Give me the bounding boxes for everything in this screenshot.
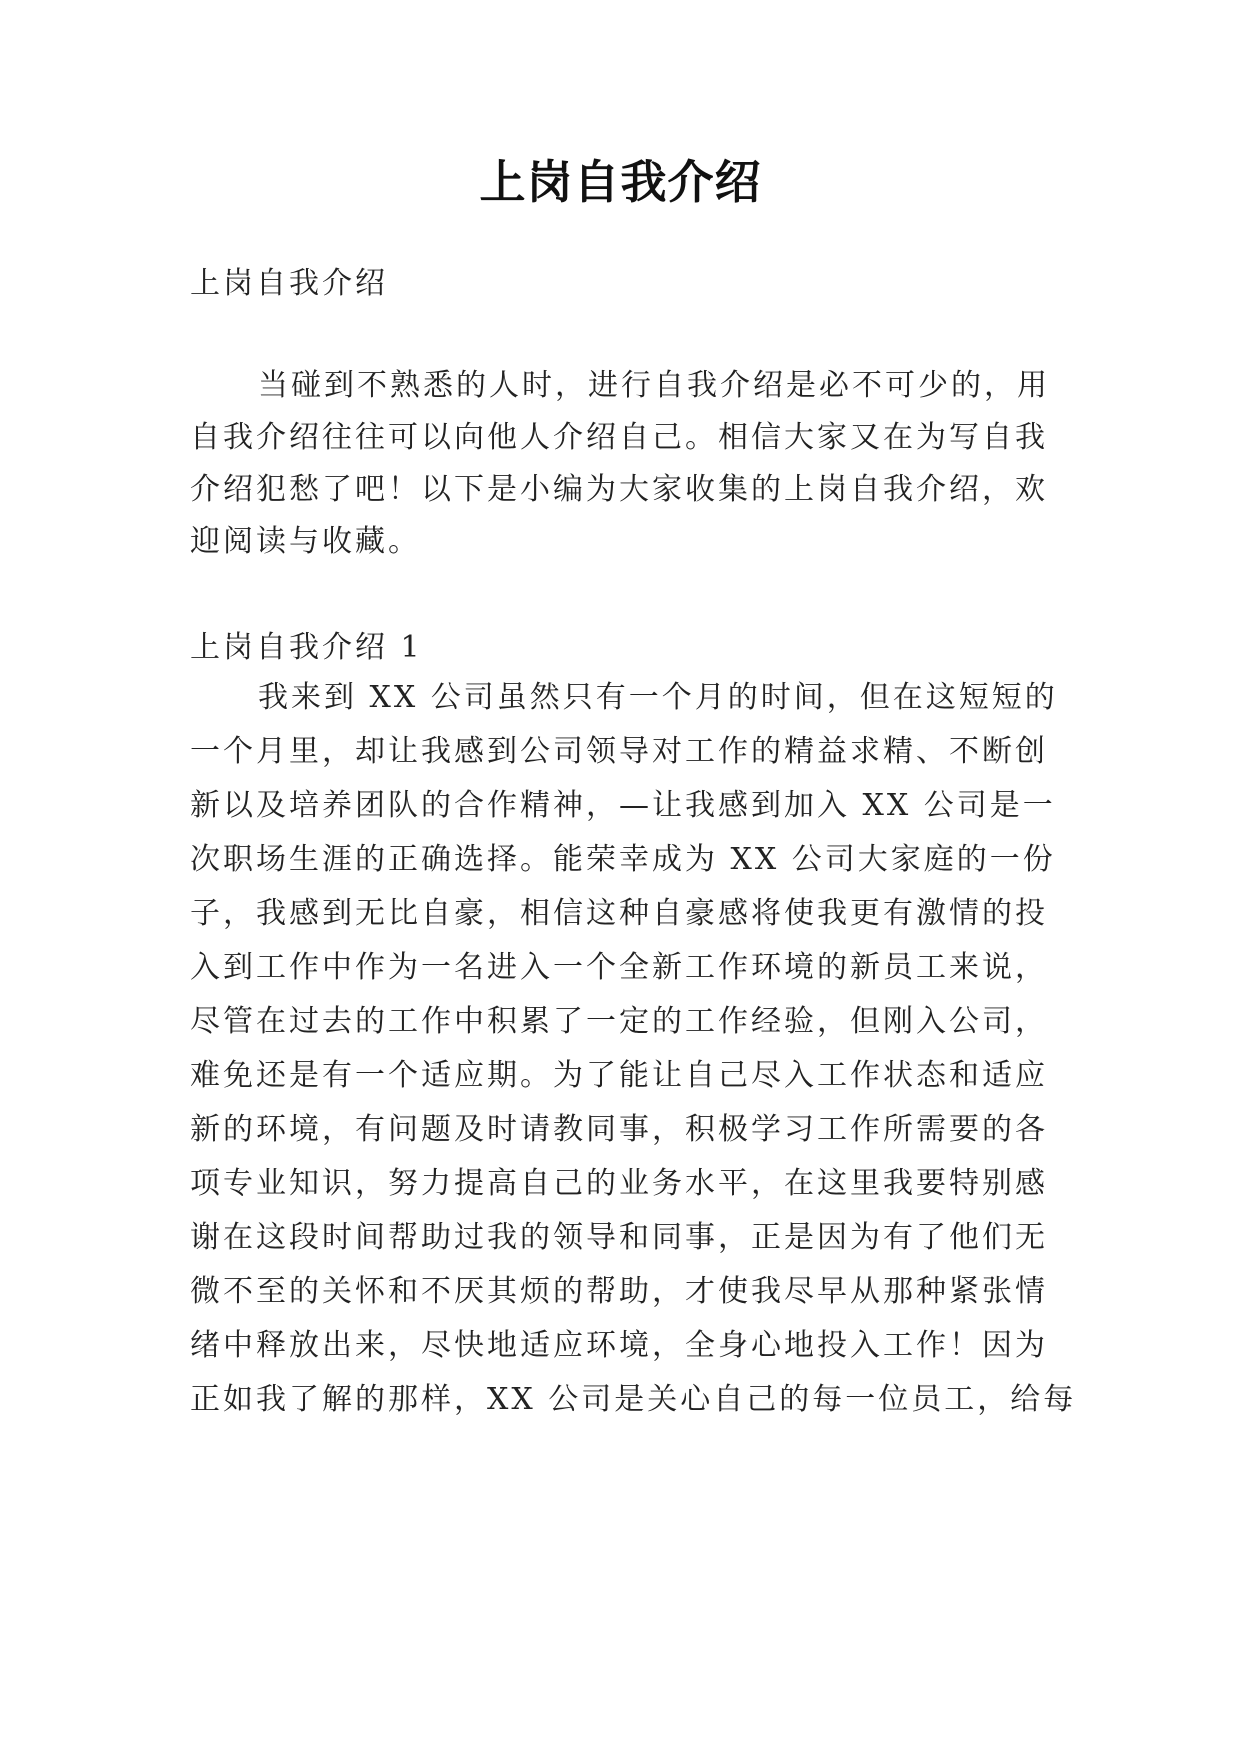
body-line: 入到工作中作为一名进入一个全新工作环境的新员工来说， [190, 950, 1048, 985]
body-line: 新的环境，有问题及时请教同事，积极学习工作所需要的各 [190, 1112, 1048, 1147]
document-subtitle: 上岗自我介绍 [190, 266, 388, 301]
intro-line: 自我介绍往往可以向他人介绍自己。相信大家又在为写自我 [190, 420, 1048, 455]
document-title: 上岗自我介绍 [479, 155, 762, 209]
body-line: 一个月里，却让我感到公司领导对工作的精益求精、不断创 [190, 734, 1048, 769]
intro-line: 当碰到不熟悉的人时，进行自我介绍是必不可少的，用 [258, 368, 1050, 403]
body-line: 次职场生涯的正确选择。能荣幸成为 XX 公司大家庭的一份 [190, 842, 1056, 877]
body-line: 绪中释放出来，尽快地适应环境，全身心地投入工作！因为 [190, 1328, 1048, 1363]
body-line: 微不至的关怀和不厌其烦的帮助，才使我尽早从那种紧张情 [190, 1274, 1048, 1309]
section-heading: 上岗自我介绍 1 [190, 630, 423, 665]
body-line: 尽管在过去的工作中积累了一定的工作经验，但刚入公司， [190, 1004, 1048, 1039]
body-line: 我来到 XX 公司虽然只有一个月的时间，但在这短短的 [258, 680, 1058, 715]
intro-line: 迎阅读与收藏。 [190, 524, 421, 559]
body-line: 难免还是有一个适应期。为了能让自己尽入工作状态和适应 [190, 1058, 1048, 1093]
body-line: 新以及培养团队的合作精神，—让我感到加入 XX 公司是一 [190, 788, 1056, 823]
body-line: 正如我了解的那样，XX 公司是关心自己的每一位员工，给每 [190, 1382, 1077, 1417]
body-line: 项专业知识，努力提高自己的业务水平，在这里我要特别感 [190, 1166, 1048, 1201]
body-line: 子，我感到无比自豪，相信这种自豪感将使我更有激情的投 [190, 896, 1048, 931]
body-line: 谢在这段时间帮助过我的领导和同事，正是因为有了他们无 [190, 1220, 1048, 1255]
intro-line: 介绍犯愁了吧！以下是小编为大家收集的上岗自我介绍，欢 [190, 472, 1048, 507]
